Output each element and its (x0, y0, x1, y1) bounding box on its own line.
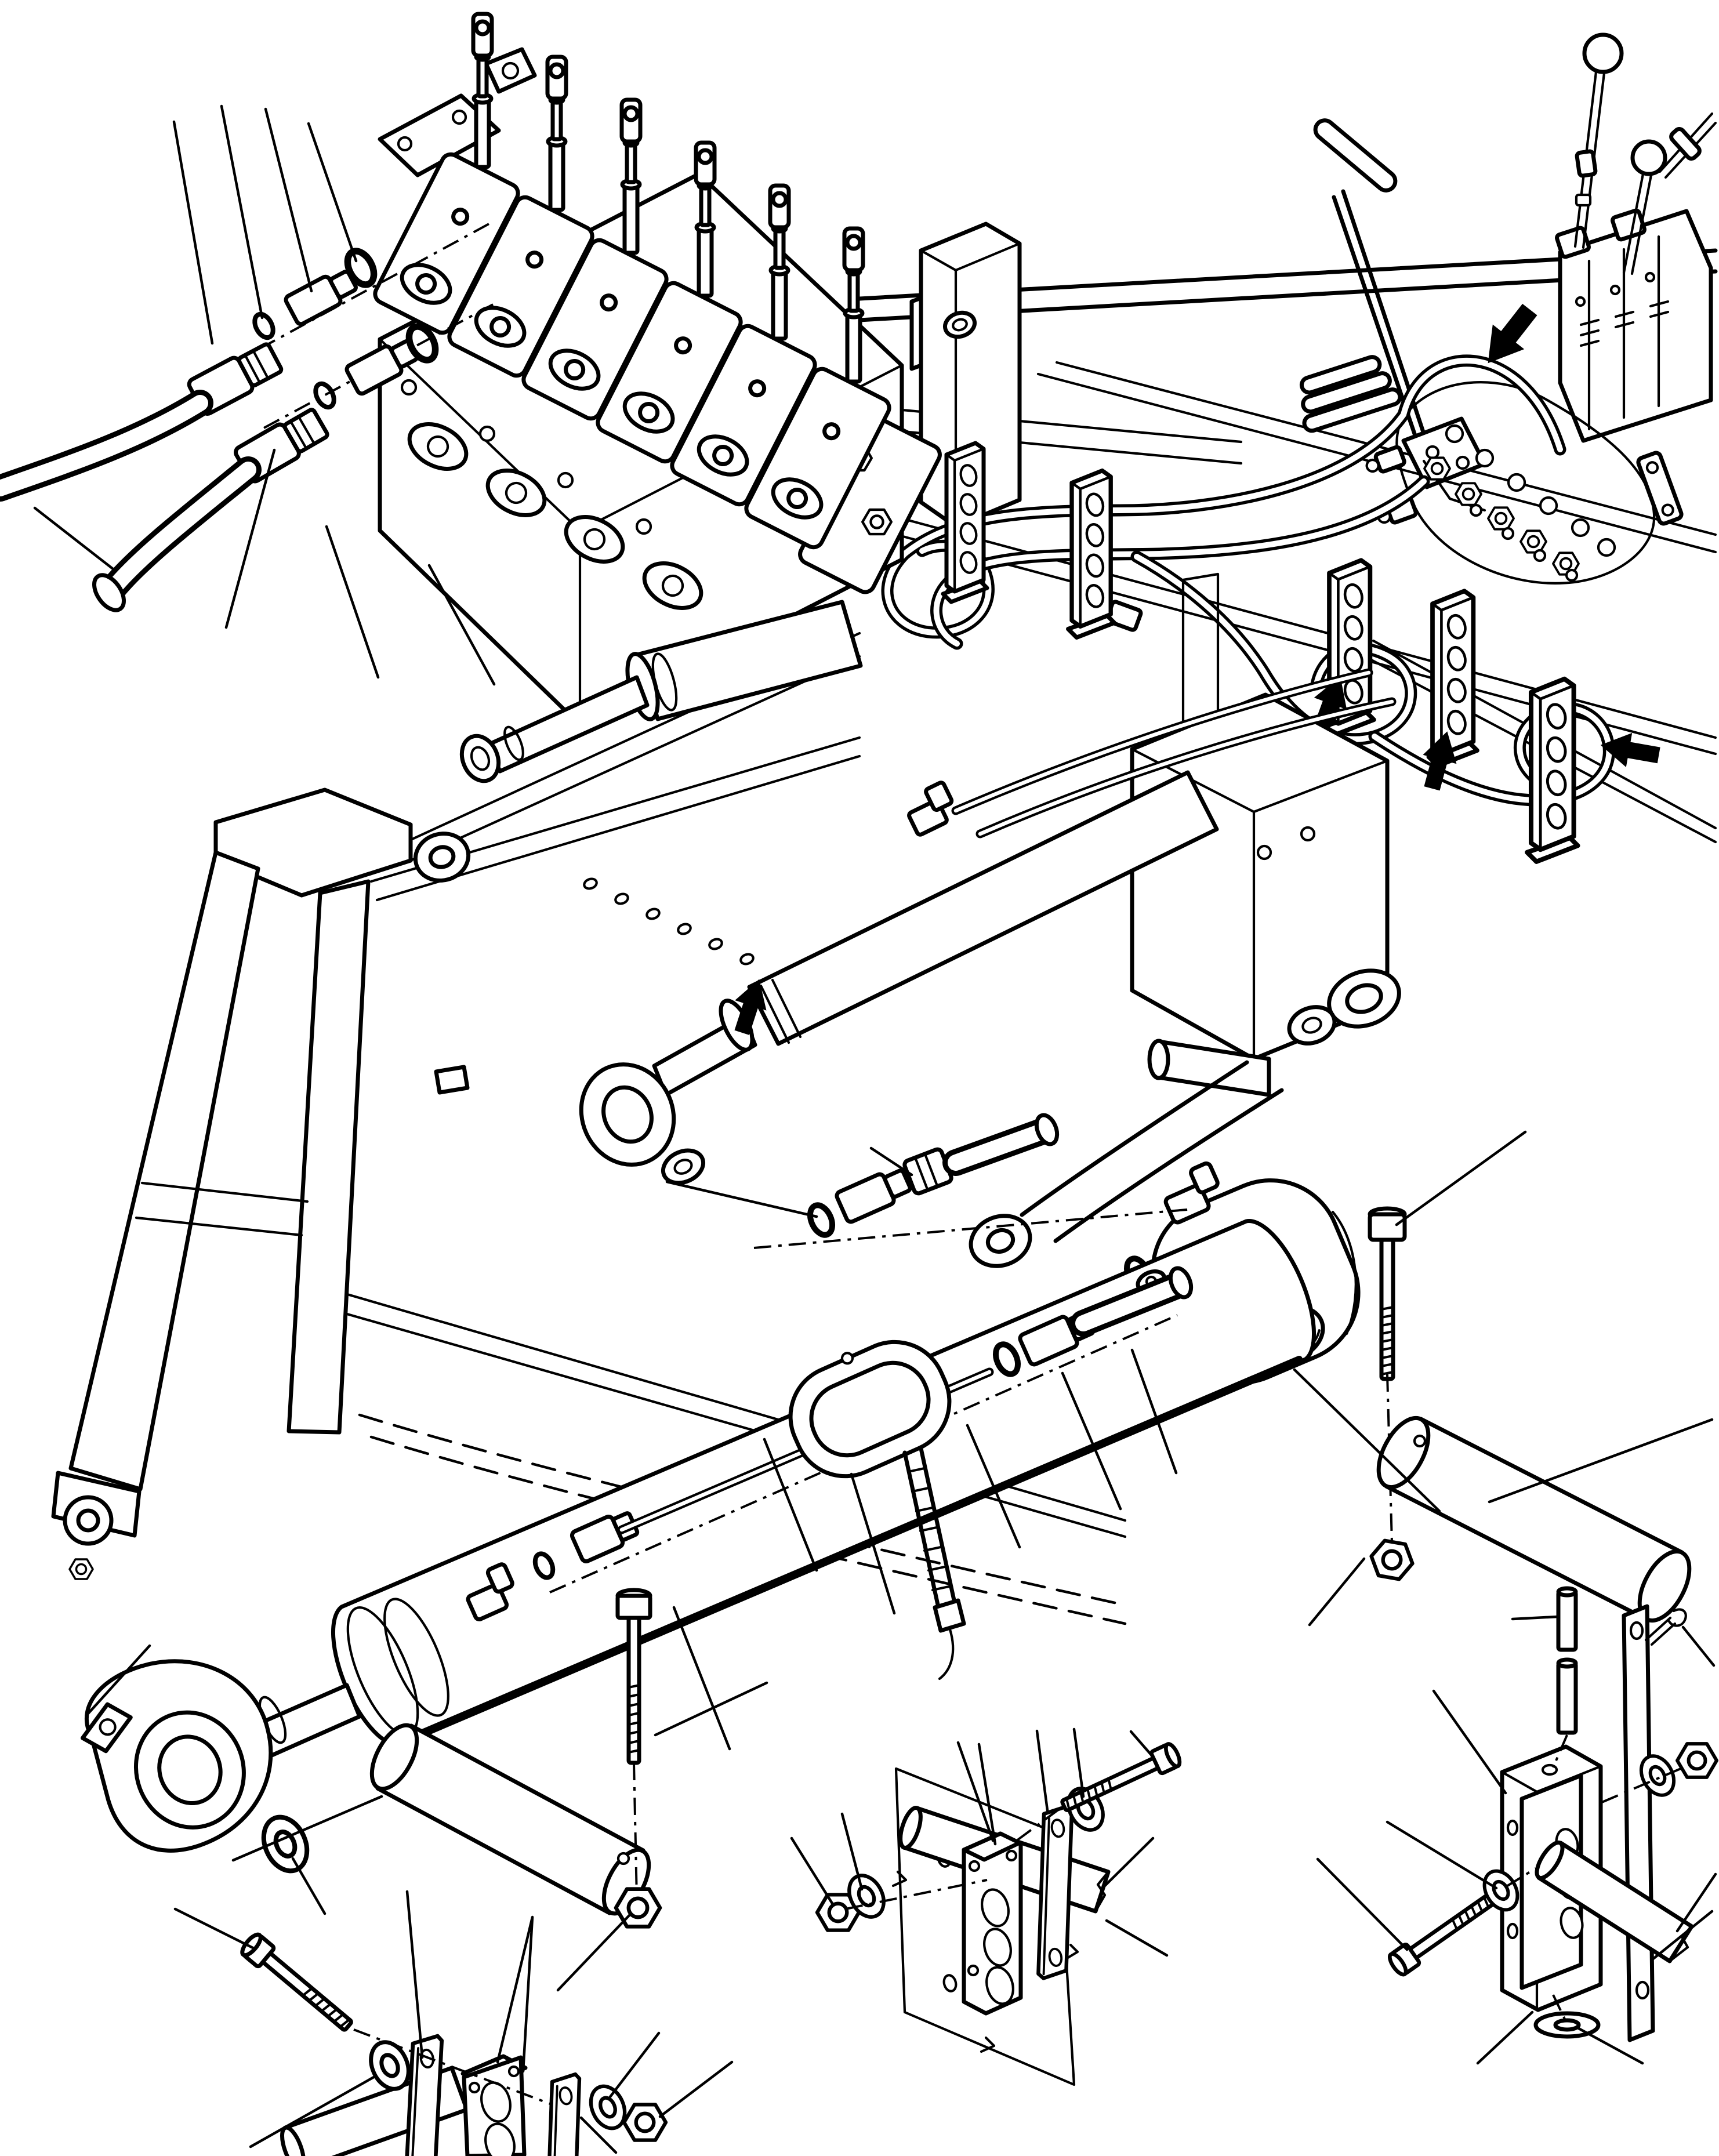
hex-nut (1677, 1744, 1717, 1777)
pin-bolt (1370, 1208, 1405, 1379)
side-plate (546, 2074, 579, 2156)
retainer-pin-1 (1558, 1588, 1576, 1650)
hose-clamp-bracket-c (1318, 1588, 1717, 2063)
valve-linkage-console (1556, 210, 1711, 441)
o-ring (806, 1202, 836, 1238)
rod-pin-bolt (618, 1590, 650, 1763)
right-leg (289, 881, 368, 1432)
elbow-fitting (902, 782, 959, 836)
loader-a-frame (53, 602, 861, 1579)
sight-holes (583, 877, 755, 966)
hydraulic-hose-1 (0, 403, 200, 488)
left-leg (71, 852, 258, 1489)
tall-side-plate (1624, 1606, 1653, 2040)
hex-bolt (1387, 1885, 1503, 1977)
clamp-block (463, 2056, 525, 2156)
lever-boot (1291, 352, 1402, 433)
hydraulic-hose-2 (88, 470, 248, 615)
retainer-pin-2 (1558, 1660, 1576, 1733)
o-ring (312, 381, 338, 411)
head-pin-set (1368, 1208, 1699, 1628)
dust-washer (256, 1810, 315, 1878)
rod-pin (378, 1726, 643, 1913)
clamp-block (964, 1834, 1021, 2013)
head-pin (1386, 1419, 1682, 1620)
hex-nut (624, 2104, 666, 2140)
pin-nut (1368, 1539, 1416, 1581)
lower-arm-eye (964, 1208, 1037, 1275)
hex-bolt (240, 1932, 357, 2036)
hose-clamp-bracket-b (792, 1729, 1183, 2085)
side-plate (1038, 1805, 1072, 1979)
hose-clamp-bracket-a (175, 1892, 732, 2156)
fitting-chain-1 (187, 246, 379, 416)
o-ring (251, 311, 277, 341)
